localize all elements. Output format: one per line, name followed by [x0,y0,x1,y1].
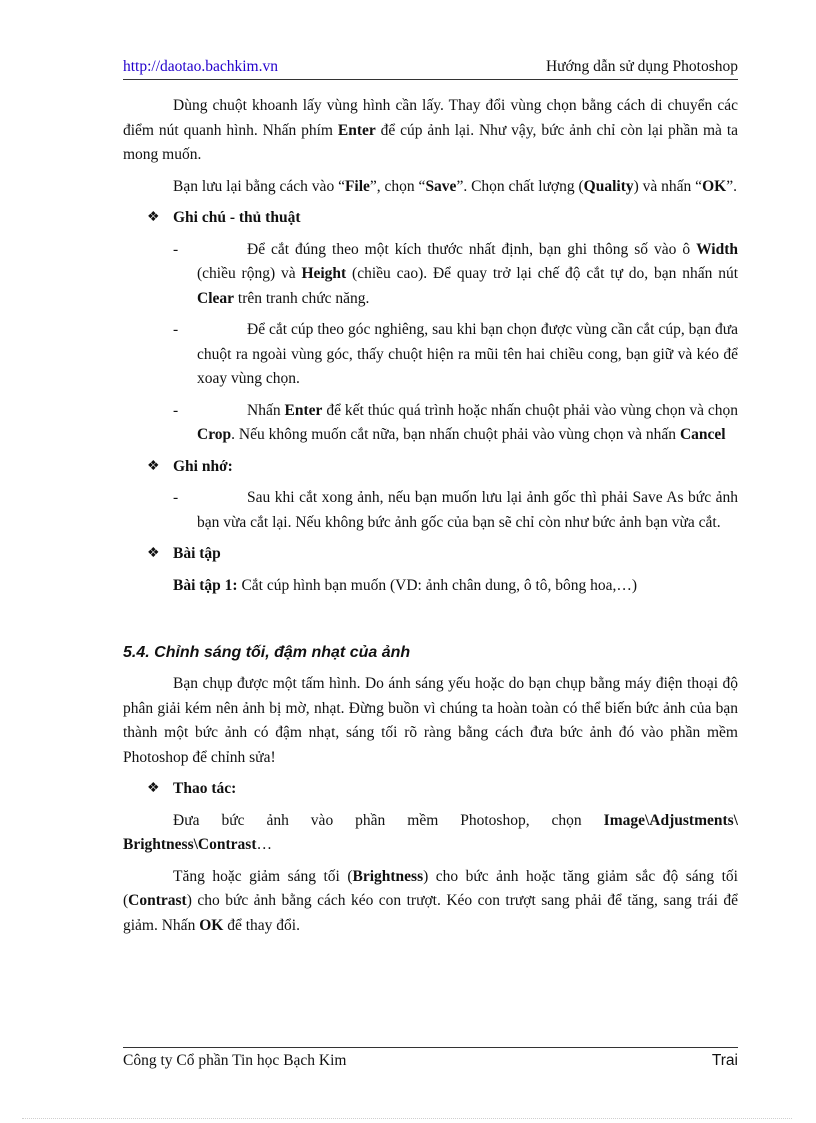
header-title: Hướng dẫn sử dụng Photoshop [545,58,738,75]
tips-item-1: - Để cắt đúng theo một kích thước nhất định, bạn ghi thông số vào ô Width (chiều rộng) và Height (chiều cao). Để quay trở lại chế độ cắt tự do, bạn nhấn nút Clear trên tranh chức năng. [123,238,738,312]
operations-paragraph-2: Tăng hoặc giảm sáng tối (Brightness) cho bức ảnh hoặc tăng giảm sắc độ sáng tối (Contrast) cho bức ảnh bằng cách kéo con trượt. Kéo con trượt sang phải để tăng, sang trái để giảm. Nhấn OK để thay đổi. [123,867,738,934]
page-content [123,94,738,945]
remember-heading: ❖ Ghi nhớ: [123,455,738,480]
section-intro-paragraph: Bạn chụp được một tấm hình. Do ánh sáng yếu hoặc do bạn chụp bằng máy điện thoại độ phân giải kém nên ảnh bị mờ, nhạt. Đừng buồn vì chúng ta hoàn toàn có thể biến bức ảnh của bạn thành một bức ảnh có đậm nhạt, sáng tối rõ ràng bằng cách đưa bức ảnh đó vào phần mềm Photoshop để chỉnh sửa! [123,675,738,766]
diamond-bullet-icon: ❖ [147,546,160,561]
dash-bullet-icon: - [173,321,179,338]
tips-item-2: - Để cắt cúp theo góc nghiêng, sau khi bạn chọn được vùng cần cắt cúp, bạn đưa chuột ra ngoài vùng góc, thấy chuột hiện ra mũi tên hai chiều cong, bạn giữ và kéo để xoay vùng chọn. [123,318,738,392]
footer-page-label: Trai [711,1052,738,1069]
operations-heading: ❖ Thao tác: [123,777,738,802]
operations-paragraph-1: Đưa bức ảnh vào phần mềm Photoshop, chọn Image\Adjustments\ Brightness\Contrast… [123,811,738,853]
remember-item-1: - Sau khi cắt xong ảnh, nếu bạn muốn lưu lại ảnh gốc thì phải Save As bức ảnh bạn vừa cắt lại. Nếu không bức ảnh gốc của bạn sẽ chỉ còn như bức ảnh bạn vừa cắt. [123,486,738,535]
tips-item-3: - Nhấn Enter để kết thúc quá trình hoặc nhấn chuột phải vào vùng chọn và chọn Crop. Nếu không muốn cắt nữa, bạn nhấn chuột phải vào vùng chọn và nhấn Cancel [123,399,738,448]
dash-bullet-icon: - [173,240,179,258]
tips-heading: ❖ Ghi chú - thủ thuật [123,206,738,231]
diamond-bullet-icon: ❖ [147,781,160,796]
page-header [123,57,738,80]
document-page [123,0,738,1123]
diamond-bullet-icon: ❖ [147,210,160,225]
header-url-link[interactable]: http://daotao.bachkim.vn [123,58,278,75]
section-title: 5.4. Chỉnh sáng tối, đậm nhạt của ảnh [123,644,411,661]
exercise-item-1: Bài tập 1: Cắt cúp hình bạn muốn (VD: ảnh chân dung, ô tô, bông hoa,…) [173,576,638,594]
intro-paragraph-1: Dùng chuột khoanh lấy vùng hình cần lấy. Thay đổi vùng chọn bằng cách di chuyển các điểm nút quanh hình. Nhấn phím Enter để cúp ảnh lại. Như vậy, bức ảnh chỉ còn lại phần mà ta mong muốn. [123,97,738,163]
dash-bullet-icon: - [173,401,179,419]
intro-paragraph-2: Bạn lưu lại bằng cách vào “File”, chọn “Save”. Chọn chất lượng (Quality) và nhấn “OK”. [173,177,737,195]
footer-company: Công ty Cổ phần Tin học Bạch Kim [123,1052,347,1069]
diamond-bullet-icon: ❖ [147,458,160,474]
page-footer [123,1047,738,1074]
exercise-heading: ❖ Bài tập [123,542,738,567]
page-bottom-divider [22,1118,792,1119]
dash-bullet-icon: - [173,489,179,506]
